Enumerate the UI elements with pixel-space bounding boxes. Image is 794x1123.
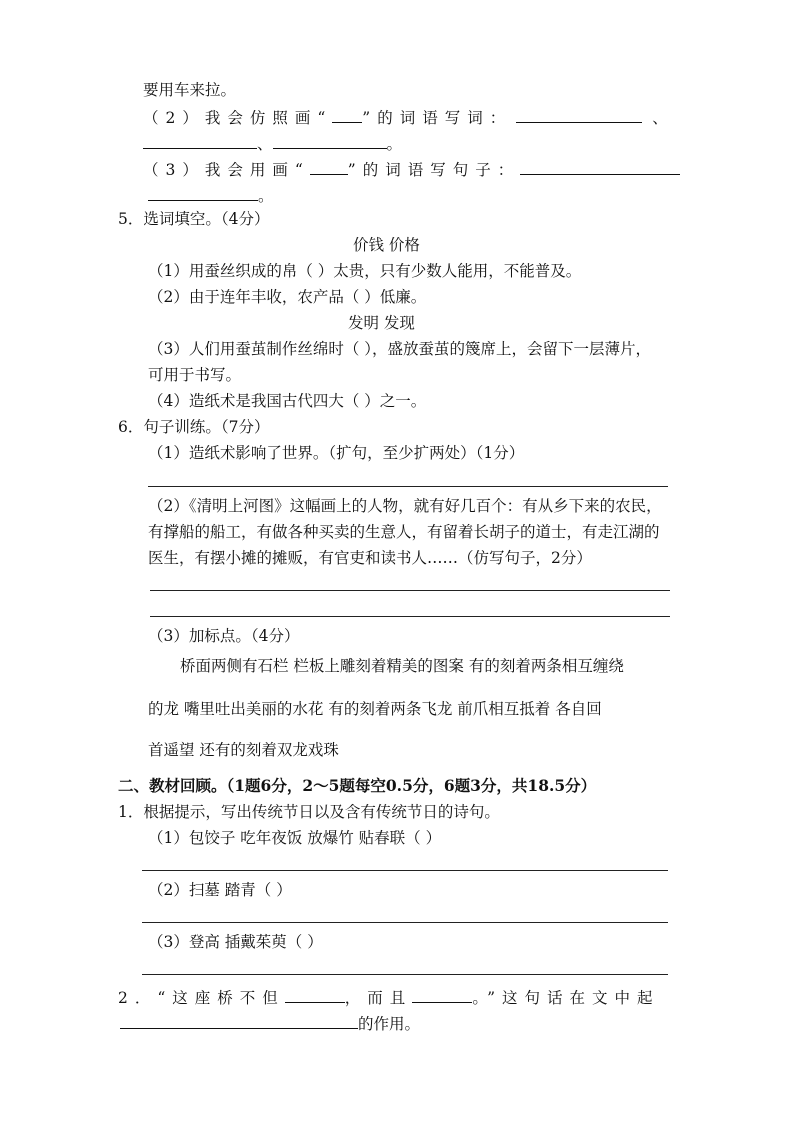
answer-line[interactable] xyxy=(148,486,668,487)
blank[interactable] xyxy=(285,986,345,1003)
blank[interactable] xyxy=(332,106,362,123)
text-line: 医生，有摆小摊的摊贩，有官吏和读书人……（仿写句子，2分） xyxy=(148,549,592,567)
text-segment: （2）我会仿照画“ xyxy=(143,109,333,127)
section-2-heading: 二、教材回顾。（1题6分，2～5题每空0.5分，6题3分，共18.5分） xyxy=(118,776,597,795)
text-segment: 。 xyxy=(258,187,274,205)
punctuation-passage: 首遥望 还有的刻着双龙戏珠 xyxy=(148,741,339,759)
section-2-q1: 1．根据提示，写出传统节日以及含有传统节日的诗句。 xyxy=(118,803,500,821)
section-2-q2 xyxy=(118,986,660,1008)
blank[interactable] xyxy=(310,158,348,175)
text-segment: ”的词语写句子： xyxy=(347,161,521,179)
question-5-heading: 5．选词填空。（4分） xyxy=(118,210,270,228)
question-6-3: （3）加标点。（4分） xyxy=(148,627,300,645)
answer-line[interactable] xyxy=(150,616,670,617)
answer-line[interactable] xyxy=(142,922,668,923)
text-line: 可用于书写。 xyxy=(148,366,242,384)
question-5-4: （4）造纸术是我国古代四大（ ）之一。 xyxy=(148,392,427,410)
blank[interactable] xyxy=(148,184,258,201)
blank[interactable] xyxy=(412,986,472,1003)
blank[interactable] xyxy=(120,1012,358,1029)
text-line xyxy=(120,1012,420,1034)
word-choices: 价钱 价格 xyxy=(353,236,420,254)
text-line: 要用车来拉。 xyxy=(143,81,237,99)
text-segment: （3）我会用画“ xyxy=(143,161,310,179)
text-segment: 。”这句话在文中起 xyxy=(472,989,660,1007)
text-segment: 、 xyxy=(652,109,675,127)
answer-line[interactable] xyxy=(142,974,668,975)
question-4-3 xyxy=(143,158,680,180)
blank[interactable] xyxy=(516,106,642,123)
text-segment: 、 xyxy=(257,135,273,153)
question-4-2 xyxy=(143,106,675,128)
question-6-heading: 6．句子训练。（7分） xyxy=(118,418,270,436)
question-5-1: （1）用蚕丝织成的帛（ ）太贵，只有少数人能用，不能普及。 xyxy=(148,262,582,280)
text-segment: 的作用。 xyxy=(358,1015,421,1033)
question-6-2: （2）《清明上河图》这幅画上的人物，就有好几百个：有从乡下来的农民， xyxy=(148,497,662,515)
blank[interactable] xyxy=(520,158,680,175)
text-segment: 。 xyxy=(386,135,403,153)
question-5-2: （2）由于连年丰收，农产品（ ）低廉。 xyxy=(148,288,427,306)
text-line xyxy=(143,132,402,154)
section-2-q1-1: （1）包饺子 吃年夜饭 放爆竹 贴春联（ ） xyxy=(148,829,442,847)
blank[interactable] xyxy=(143,132,257,149)
text-segment: ，而且 xyxy=(344,989,413,1007)
text-segment: ”的词语写词： xyxy=(362,109,513,127)
question-6-1: （1）造纸术影响了世界。（扩句，至少扩两处）（1分） xyxy=(148,444,525,462)
blank[interactable] xyxy=(273,132,387,149)
answer-line[interactable] xyxy=(142,870,668,871)
text-line xyxy=(148,184,274,206)
text-line: 有撑船的船工，有做各种买卖的生意人，有留着长胡子的道士，有走江湖的 xyxy=(148,523,660,541)
section-2-q1-3: （3）登高 插戴茱萸（ ） xyxy=(148,933,323,951)
section-2-q1-2: （2）扫墓 踏青（ ） xyxy=(148,881,292,899)
punctuation-passage: 桥面两侧有石栏 栏板上雕刻着精美的图案 有的刻着两条相互缠绕 xyxy=(180,657,624,675)
answer-line[interactable] xyxy=(150,590,670,591)
punctuation-passage: 的龙 嘴里吐出美丽的水花 有的刻着两条飞龙 前爪相互抵着 各自回 xyxy=(148,700,602,718)
word-choices: 发明 发现 xyxy=(348,314,415,332)
question-5-3: （3）人们用蚕茧制作丝绵时（ ），盛放蚕茧的篾席上，会留下一层薄片， xyxy=(148,340,652,358)
text-segment: 2．“这座桥不但 xyxy=(118,989,285,1007)
